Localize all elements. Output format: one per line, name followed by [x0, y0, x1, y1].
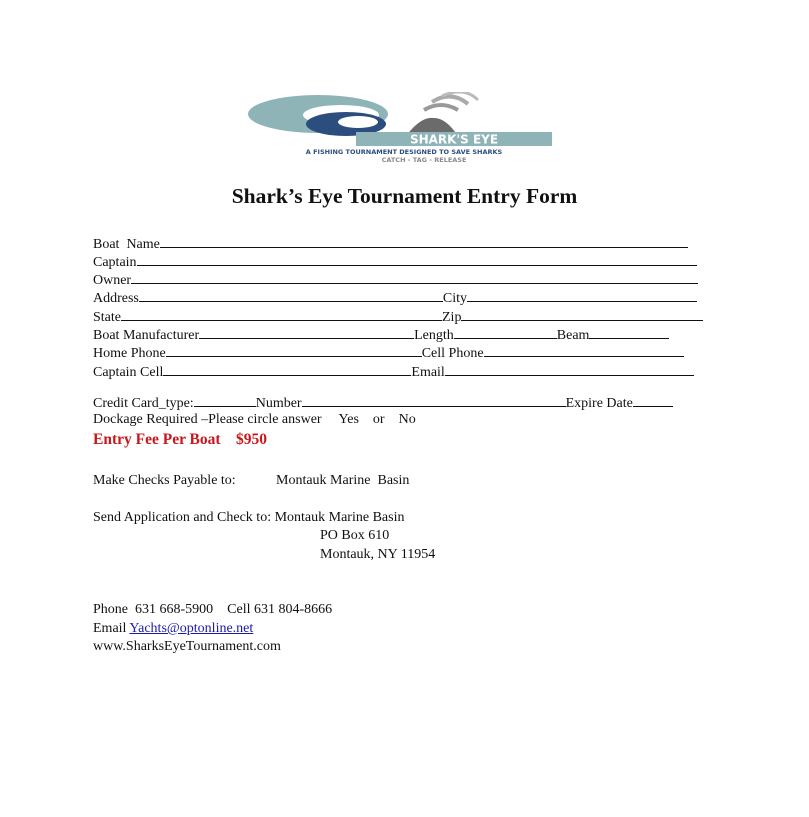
city-field[interactable] [467, 288, 697, 302]
logo-name: SHARK'S EYE [409, 132, 499, 147]
captain-cell-row [93, 362, 694, 379]
logo-signal-arc [424, 105, 458, 110]
send-address-line2: PO Box 610 [320, 528, 390, 543]
cell-phone-field[interactable] [484, 343, 684, 357]
dockage-text: Dockage Required –Please circle answer Yes or No [93, 412, 416, 427]
beam-label: Beam [556, 328, 590, 343]
home-phone-label: Home Phone [93, 346, 166, 361]
payable-label: Make Checks Payable to: [93, 473, 236, 488]
zip-label: Zip [442, 310, 462, 325]
number-label: Number [255, 396, 302, 411]
expire-label: Expire Date [565, 396, 633, 411]
entry-fee: Entry Fee Per Boat $950 [93, 431, 268, 448]
boat-manufacturer-field[interactable] [199, 325, 414, 339]
logo-tagline: A FISHING TOURNAMENT DESIGNED TO SAVE SHARKS [305, 148, 503, 156]
logo-motto: CATCH - TAG - RELEASE [381, 156, 467, 164]
send-address-line1: Send Application and Check to: Montauk Marine Basin [93, 510, 405, 525]
email-label: Email [411, 365, 445, 380]
cell-phone-label: Cell Phone [421, 346, 484, 361]
email-contact-label: Email [93, 621, 130, 636]
card-number-field[interactable] [302, 393, 566, 407]
payable-value: Montauk Marine Basin [276, 473, 410, 488]
state-field[interactable] [121, 307, 442, 321]
state-row [93, 307, 703, 324]
logo-signal-arc [432, 96, 468, 104]
expire-date-field[interactable] [633, 393, 673, 407]
captain-cell-label: Captain Cell [93, 365, 164, 380]
home-phone-field[interactable] [166, 343, 422, 357]
address-field[interactable] [139, 288, 443, 302]
email-link[interactable]: Yachts@optonline.net [129, 621, 254, 636]
sharks-eye-logo [246, 92, 560, 166]
phone-contact: Phone 631 668-5900 Cell 631 804-8666 [93, 602, 333, 617]
email-field[interactable] [445, 362, 694, 376]
beam-field[interactable] [589, 325, 669, 339]
length-label: Length [414, 328, 454, 343]
owner-label: Owner [93, 273, 132, 288]
boat-name-label: Boat Name [93, 237, 160, 252]
owner-field[interactable] [131, 270, 698, 284]
page-title: Shark’s Eye Tournament Entry Form [231, 184, 578, 208]
boat-name-row [93, 234, 688, 251]
address-row [93, 288, 697, 305]
send-address-line3: Montauk, NY 11954 [320, 547, 436, 562]
captain-field[interactable] [137, 252, 697, 266]
captain-cell-field[interactable] [163, 362, 411, 376]
length-field[interactable] [454, 325, 557, 339]
credit-card-label: Credit Card_type: [93, 396, 194, 411]
credit-card-type-field[interactable] [194, 393, 256, 407]
phone-row [93, 343, 684, 360]
credit-card-row [93, 393, 673, 410]
website-contact: www.SharksEyeTournament.com [93, 639, 281, 654]
zip-field[interactable] [461, 307, 703, 321]
email-contact [93, 620, 253, 637]
state-label: State [93, 310, 121, 325]
captain-label: Captain [93, 255, 137, 270]
captain-row [93, 252, 697, 269]
boat-name-field[interactable] [160, 234, 688, 248]
address-label: Address [93, 291, 139, 306]
owner-row [93, 270, 698, 287]
manufacturer-row [93, 325, 669, 342]
city-label: City [442, 291, 468, 306]
boat-manufacturer-label: Boat Manufacturer [93, 328, 200, 343]
